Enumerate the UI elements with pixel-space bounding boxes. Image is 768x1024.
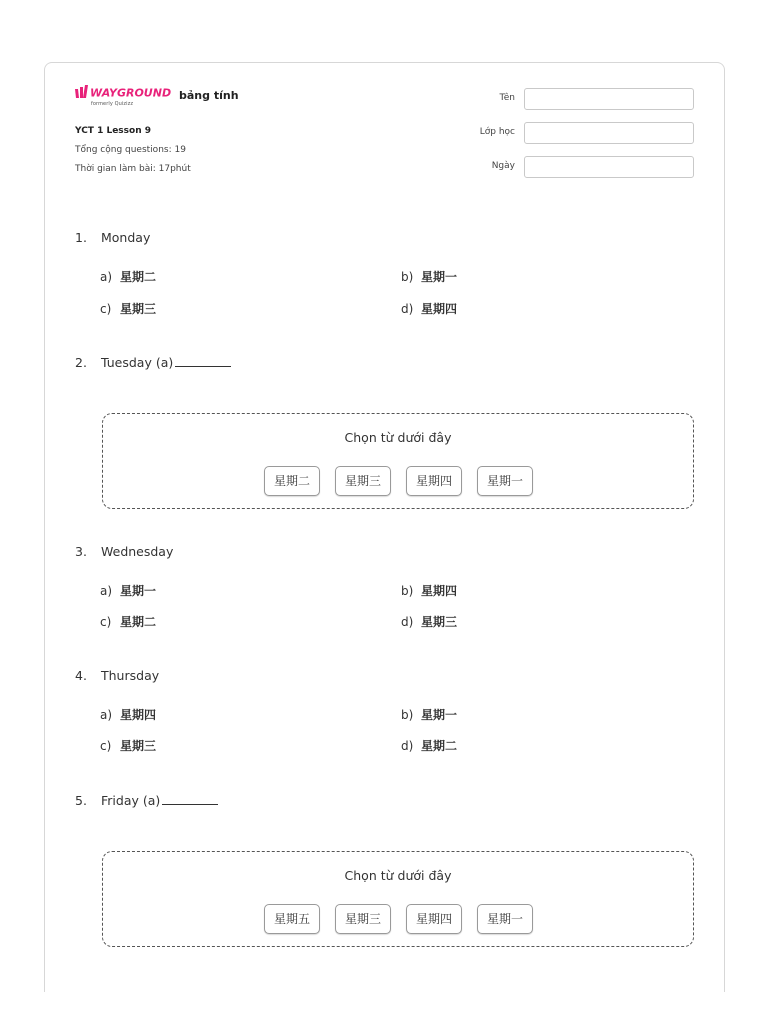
word-bank bbox=[102, 851, 694, 947]
option-d[interactable]: d) 星期三 bbox=[401, 615, 458, 629]
wayground-wordmark-icon bbox=[75, 85, 175, 99]
question-text: Friday (a) bbox=[101, 793, 218, 808]
question-text: Monday bbox=[101, 230, 151, 245]
word-chip[interactable]: 星期四 bbox=[406, 466, 462, 496]
question-text: Thursday bbox=[101, 668, 160, 683]
word-chip[interactable]: 星期二 bbox=[264, 466, 320, 496]
total-questions: Tổng cộng questions: 19 bbox=[75, 145, 186, 155]
name-label: Tên bbox=[499, 93, 515, 103]
word-chip[interactable]: 星期一 bbox=[477, 904, 533, 934]
brand-subtitle: formerly Quizizz bbox=[91, 101, 134, 107]
option-c[interactable]: c) 星期二 bbox=[100, 615, 157, 629]
option-a[interactable]: a) 星期二 bbox=[100, 270, 157, 284]
name-field[interactable] bbox=[524, 88, 694, 110]
option-c[interactable]: c) 星期三 bbox=[100, 302, 157, 316]
word-bank-title: Chọn từ dưới đây bbox=[344, 430, 452, 445]
quiz-title: YCT 1 Lesson 9 bbox=[75, 126, 152, 136]
option-c[interactable]: c) 星期三 bbox=[100, 739, 157, 753]
date-label: Ngày bbox=[491, 161, 515, 171]
question-number: 1. bbox=[75, 230, 87, 245]
sheet-type-label: bảng tính bbox=[179, 89, 239, 102]
class-field[interactable] bbox=[524, 122, 694, 144]
time-limit: Thời gian làm bài: 17phút bbox=[75, 164, 191, 174]
question-number: 3. bbox=[75, 544, 87, 559]
option-b[interactable]: b) 星期四 bbox=[401, 584, 458, 598]
worksheet bbox=[44, 62, 725, 992]
brand-text: WAYGROUND bbox=[90, 86, 172, 99]
option-b[interactable]: b) 星期一 bbox=[401, 270, 458, 284]
question-number: 4. bbox=[75, 668, 87, 683]
word-bank bbox=[102, 413, 694, 509]
option-b[interactable]: b) 星期一 bbox=[401, 708, 458, 722]
question-text: Tuesday (a) bbox=[101, 355, 231, 370]
answer-blank[interactable] bbox=[175, 355, 231, 367]
class-label: Lớp học bbox=[479, 127, 515, 137]
option-a[interactable]: a) 星期四 bbox=[100, 708, 157, 722]
word-chip[interactable]: 星期四 bbox=[406, 904, 462, 934]
word-chip[interactable]: 星期一 bbox=[477, 466, 533, 496]
option-d[interactable]: d) 星期二 bbox=[401, 739, 458, 753]
option-a[interactable]: a) 星期一 bbox=[100, 584, 157, 598]
word-chip[interactable]: 星期三 bbox=[335, 904, 391, 934]
date-field[interactable] bbox=[524, 156, 694, 178]
word-chip[interactable]: 星期五 bbox=[264, 904, 320, 934]
answer-blank[interactable] bbox=[162, 793, 218, 805]
word-chip[interactable]: 星期三 bbox=[335, 466, 391, 496]
question-text: Wednesday bbox=[101, 544, 174, 559]
question-number: 2. bbox=[75, 355, 87, 370]
question-number: 5. bbox=[75, 793, 87, 808]
option-d[interactable]: d) 星期四 bbox=[401, 302, 458, 316]
word-bank-title: Chọn từ dưới đây bbox=[344, 868, 452, 883]
